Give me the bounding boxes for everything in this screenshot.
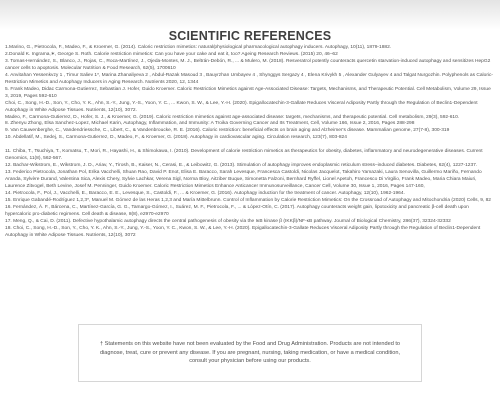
reference-item: Choi, C., Song, H.-D., Son, Y., Cho, Y. K., Ahn, S.-Y., Jung, Y.-S., Yoon, Y. C., ... Kwon, S. W., & Lee, Y.-H. (2020). Epigallocatechin-3-Gallate Reduces Visceral Adiposity Partly through the Regulation of Beclin1-Dependent Autophagy in White Adipose Tissues. Nutrients, 12(10), 3072. — [5, 100, 478, 113]
reference-item: 1.Marino, G., Pietrocola, F., Madeo, F., & Kroemer, G. (2014). Caloric restriction mimetics: natural/physiological pharmacological autophagy inducers. Autophagy, 10(11), 1879-1882. — [5, 45, 392, 50]
reference-item: 12. Bachar-Wikstrom, E., Wikstrom, J. D., Ariav, Y., Tirosh, B., Kaiser, N., Cerasi, E., & Leibowitz, G. (2013). Stimulation of autophagy improves endoplasmic reticulum stress–induced diabetes. Diabetes, 62(4), 1227-1237. — [5, 163, 478, 169]
reference-item: 13. Federico Pietrocola, Jonathan Pol, Erika Vacchelli, Shuan Rao, David P. Enot, Elisa E. Baracco, Sarah Levesque, Francesca Castoldi, Nicolas Jacquelot, Takahiro Yamazaki, Laura Senovilla, Guillermo Mariño, Fernando Aranda, Sylvère Durand, Valentina Sica, Alexis Chery, Sylvie Lachkar, Verena Sigl, Norma Bloy, Aitziber Buque, Simonetta Falzoni, Bernhard Ryffel, Lionel Apetoh, Francesco Di Virgilio, Frank Madeo, Maria Chiara Maiuri, Laurence Zitvogel, Beth Levine, Josef M. Penninger, Guido Kroemer. Caloric Restriction Mimetics Enhance Anticancer Immunosurveillance, Cancer Cell, Volume 30, Issue 1, 2016, Pages 147-160, — [5, 170, 482, 190]
references-list — [5, 45, 495, 240]
reference-item: 2.Donald K. Ingrama,∗, George S. Roth. Calorie restriction mimetics: Can you have your cake and eat it, too? Ageing Research Reviews. (2015) 20, 46–62 — [5, 51, 338, 57]
reference-item: 17. Meng, Q., & Cai, D. (2011). Defective hypothalamic autophagy directs the central pathogenesis of obesity via the IκB kinase β (IKKβ)/NF-κB pathway. Journal of Biological Chemistry, 286(37), 32324-32332 — [5, 218, 451, 224]
reference-item: 9. Van Cauwenberghe, C., Vandendriessche, C., Libert, C., & Vandenbroucke, R. E. (2016). Caloric restriction: beneficial effects on brain aging and Alzheimer's disease. Mammalian genome, 27(7-8), 300-319 — [5, 128, 450, 134]
reference-item: 14. Pietrocola, F., Pol, J., Vacchelli, E., Baracco, E. E., Levesque, S., Castoldi, F., ... & Kroemer, G. (2016). Autophagy induction for the treatment of cancer. Autophagy, 12(10), 1962-1964. — [5, 191, 405, 196]
reference-item: 5. Frank Madeo, Didac Carmona-Gutierrez, Sebastian J. Hofer, Guido Kroemer. Caloric Restriction Mimetics against Age-Associated Disease: Targets, Mechanisms, and Therapeutic Potential. Cell Metabolism, Volume 29, Issue 3, 2019, Pages 592-610 — [5, 86, 491, 99]
disclaimer-box — [78, 324, 422, 382]
reference-item: 10. Abdellatif, M., Sedej, S., Carmona-Gutierrez, D., Madeo, F., & Kroemer, G. (2018). Autophagy in cardiovascular aging. Circulation research, 123(7), 803-824 — [5, 135, 347, 141]
reference-item: 11. Chiba, T., Tsuchiya, T., Komatsu, T., Mori, R., Hayashi, H., & Shimokawa, I. (2010). Development of calorie restriction mimetics as therapeutics for obesity, diabetes, inflammatory and neurodegenerative diseases. Current Genomics, 11(8), 562-567. — [5, 149, 483, 162]
page-title: SCIENTIFIC REFERENCES — [168, 29, 332, 43]
reference-item: 15. Enrique Gabandé-Rodríguez 1,2,3*, Manuel M. Gómez de las Heras 1,2,3 and María Mittelbrunn. Control of Inflammation by Calorie Restriction Mimetics: On the Crossroad of Autophagy and Mitochondria (2020) Cells, 9, 82 — [5, 197, 491, 203]
disclaimer-text: † Statements on this website have not been evaluated by the Food and Drug Administration. Products are not intended to diagnose, treat, cure or prevent any disease. If you are pregnant, nursing, taking medication, or have a medical condition, consult your physician before using our products. — [99, 341, 401, 365]
reference-item: 18. Choi, C., Song, H.-D., Son, Y., Cho, Y. K., Ahn, S.-Y., Jung, Y.-S., Yoon, Y. C., Kwon, S. W., & Lee, Y.-H. (2020). Epigallocatechin-3-Gallate Reduces Visceral Adiposity Partly through the Regulation of Beclin1-Dependent Autophagy in White Adipose Tissues. Nutrients, 12(10), 3072 — [5, 225, 481, 238]
reference-item: 8. Zhenyu Zhong, Elsa Sanchez-Lopez, Michael Karin, Autophagy, Inflammation, and Immunity: A Troika Governing Cancer and Its Treatment, Cell, Volume 166, Issue 2, 2016, Pages 288-298 — [5, 121, 415, 127]
reference-item: 4. Anvitahan Yessenkvzy 1 , Timur Saliev 1*, Marina Zhanaliyeva 2 , Abdul-Razak Masoud 3 , Bauyrzhan Umbayev 4 , Shynggys Sergazy 4 , Elena Krivykh 5 , Alexander Gulyayev 4 and Talgat Nurgozhin. Polyphenols as Caloric-Restriction Mimetics and Autophagy Inducers in Aging Research. Nutrients 2020, 12, 1344 — [5, 72, 494, 85]
reference-item: 3. Tomas-Hernández, S., Blanco, J., Rojas, C., Roca-Martínez, J., Ojeda-Montes, M. J., Beltrán-Debón, R., ... & Mulero, M. (2018). Resveratrol potently counteracts quercetin starvation-induced autophagy and sensitizes HepG2 cancer cells to apoptosis. Molecular Nutrition & Food Research, 62(5), 1700610 — [5, 58, 491, 71]
reference-item: 16. Fernández, Á. F., Bárcena, C., Martínez-García, G. G., Tamargo-Gómez, I., Suárez, M. F., Pietrocola, F., ... & López-Otín, C. (2017). Autophagy counteracts weight gain, lipotoxicity and pancreatic β-cell death upon hypercaloric pro-diabetic regimens. Cell death & disease, 8(8), e2970-e2970 — [5, 204, 469, 217]
reference-item: Madeo, F., Carmona-Gutierrez, D., Hofer, S. J., & Kroemer, G. (2019). Caloric restriction mimetics against age-associated disease: targets, mechanisms, and therapeutic potential. Cell metabolism, 29(3), 592-610. — [5, 114, 460, 120]
header-shade — [0, 0, 500, 30]
